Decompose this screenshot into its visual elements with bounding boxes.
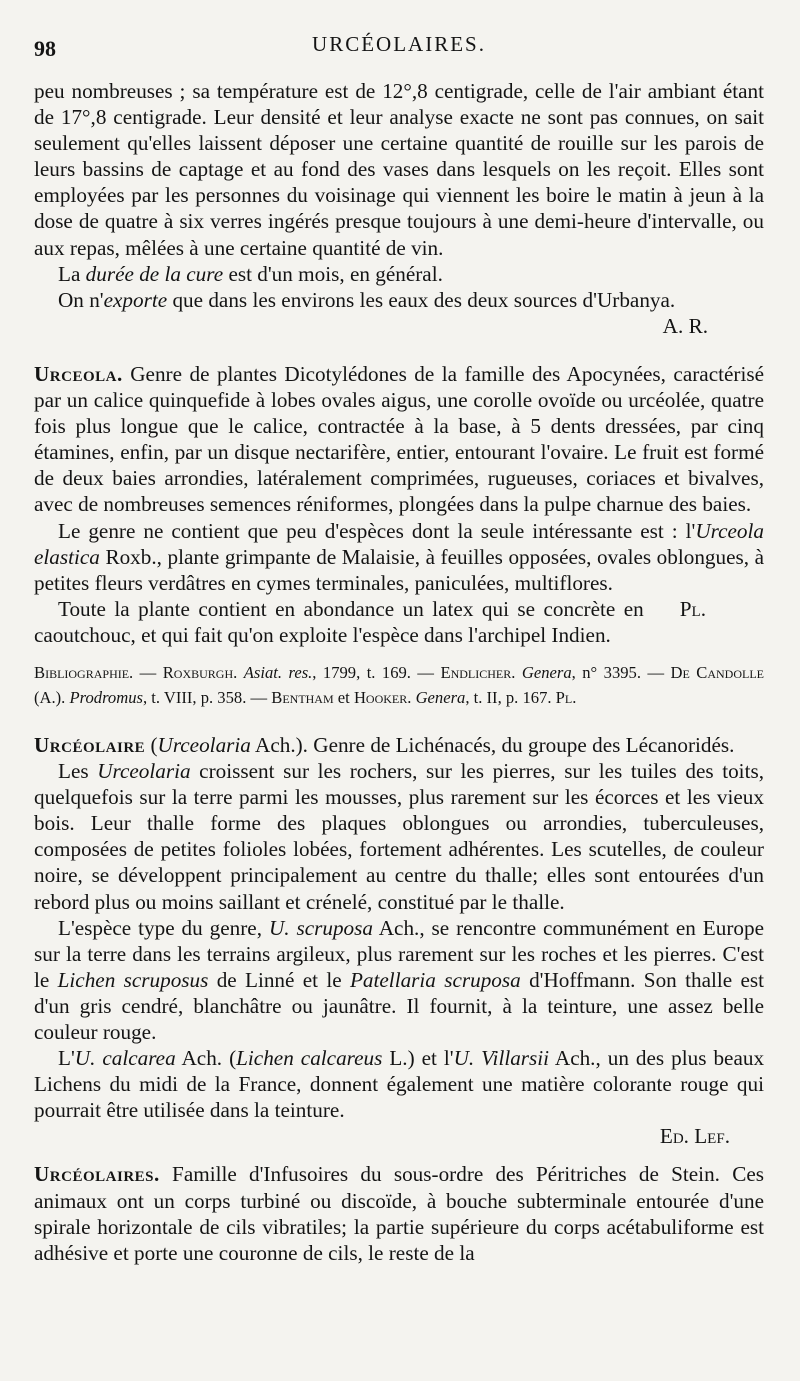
bibliography: Bibliographie. — Roxburgh. Asiat. res., 1799, t. 169. — Endlicher. Genera, n° 3395. — De Candolle (A.). Prodromus, t. VIII, p. 358. — Bentham et Hooker. Genera, t. II, p. 167. Pl.: [34, 662, 764, 707]
author-signature: Pl.: [679, 596, 706, 621]
signature-line: [34, 1123, 764, 1149]
entry-urceolaires: [34, 1161, 764, 1265]
entry-definition: Urceola. Genre de plantes Dicotylédones de la famille des Apocynées, caractérisé par un calice quinquefide à lobes ovales aigus, une corolle ovoïde ou urcéolée, quatre fois plus longue que le calice, contractée à la base, à 5 dents dressées, par cinq étamines, enfin, par un disque nectarifère, entier, entourant l'ovaire. Le fruit est formé de deux baies arrondies, latéralement comprimées, rugueuses, coriaces et bivalves, avec de nombreuses semences réniformes, plongées dans la pulpe charnue des baies.: [34, 361, 764, 517]
body-text: [34, 78, 764, 1266]
running-header: [34, 26, 764, 66]
author-signature: A. R.: [662, 313, 708, 338]
entry-definition: Urcéolaire (Urceolaria Ach.). Genre de Lichénacés, du groupe des Lécanoridés.: [34, 732, 735, 757]
entry-paragraph: L'U. calcarea Ach. (Lichen calcareus L.) et l'U. Villarsii Ach., un des plus beaux Lichens du midi de la France, donnent également une matière colorante rouge qui pourrait être utilisée dans la teinture.: [34, 1046, 765, 1123]
signature-line: [34, 313, 764, 339]
entry-headword: Urcéolaire: [34, 732, 146, 757]
running-title: URCÉOLAIRES.: [312, 32, 486, 56]
entry-headword: Urcéolaires.: [34, 1162, 160, 1187]
entry-paragraph: Le genre ne contient que peu d'espèces dont la seule intéressante est : l'Urceola elastica Roxb., plante grimpante de Malaisie, à feuilles opposées, ovales oblongues, à petites fleurs verdâtres en cymes terminales, paniculées, multiflores.: [34, 518, 764, 595]
export-paragraph: On n'exporte que dans les environs les eaux des deux sources d'Urbanya.: [58, 287, 676, 312]
entry-headword: Urceola.: [34, 361, 123, 386]
entry-paragraph: L'espèce type du genre, U. scruposa Ach., se rencontre communément en Europe sur la terre dans les terrains argileux, plus rarement sur les roches et les pierres. C'est le Lichen scruposus de Linné et le Patellaria scruposa d'Hoffmann. Son thalle est d'un gris cendré, blanchâtre ou jaunâtre. Il fournit, à la teinture, une assez belle couleur rouge.: [34, 915, 765, 1044]
author-signature: Ed. Lef.: [659, 1124, 730, 1149]
entry-urceola: [34, 361, 764, 710]
continued-paragraph: peu nombreuses ; sa température est de 12°,8 centigrade, celle de l'air ambiant étant de 17°,8 centigrade. Leur densité et leur analyse exacte ne sont pas connues, on sait seulement qu'elles laissent déposer une certaine quantité de rouille sur les parois de leurs bassins de captage et au fond des vases dans lesquels on les reçoit. Elles sont employées par les personnes du voisinage qui viennent les boire le matin à jeun à la dose de quatre à six verres ingérés presque toujours à une demi-heure d'intervalle, ou aux repas, mêlées à une certaine quantité de vin.: [34, 79, 764, 260]
entry-urceolaire: [34, 732, 764, 1150]
entry-paragraph: Les Urceolaria croissent sur les rochers, sur les pierres, sur les tuiles des toits, quelquefois sur la terre parmi les mousses, plus rarement sur les écorces et les vieux bois. Leur thalle forme des plaques oblongues ou arrondies, tuberculeuses, composées de petites folioles lobées, fortement adhérentes. Les scutelles, de couleur noire, se développent principalement au centre du thalle; elles sont entourées d'un rebord plus ou moins saillant et crénelé, constitué par le thalle.: [34, 759, 765, 914]
entry-definition: Urcéolaires. Famille d'Infusoires du sous-ordre des Péritriches de Stein. Ces animaux ont un corps turbiné ou discoïde, à bouche subterminale entourée d'une spirale horizontale de cils vibratiles; la partie supérieure du corps acétabuliforme est adhésive et porte une couronne de cils, le reste de la: [34, 1162, 764, 1265]
entry-paragraph: Pl. Toute la plante contient en abondance un latex qui se concrète en caoutchouc, et qui fait qu'on exploite l'espèce dans l'archipel Indien.: [34, 596, 706, 647]
page-number: 98: [34, 36, 56, 61]
cure-paragraph: La durée de la cure est d'un mois, en général.: [58, 261, 443, 286]
